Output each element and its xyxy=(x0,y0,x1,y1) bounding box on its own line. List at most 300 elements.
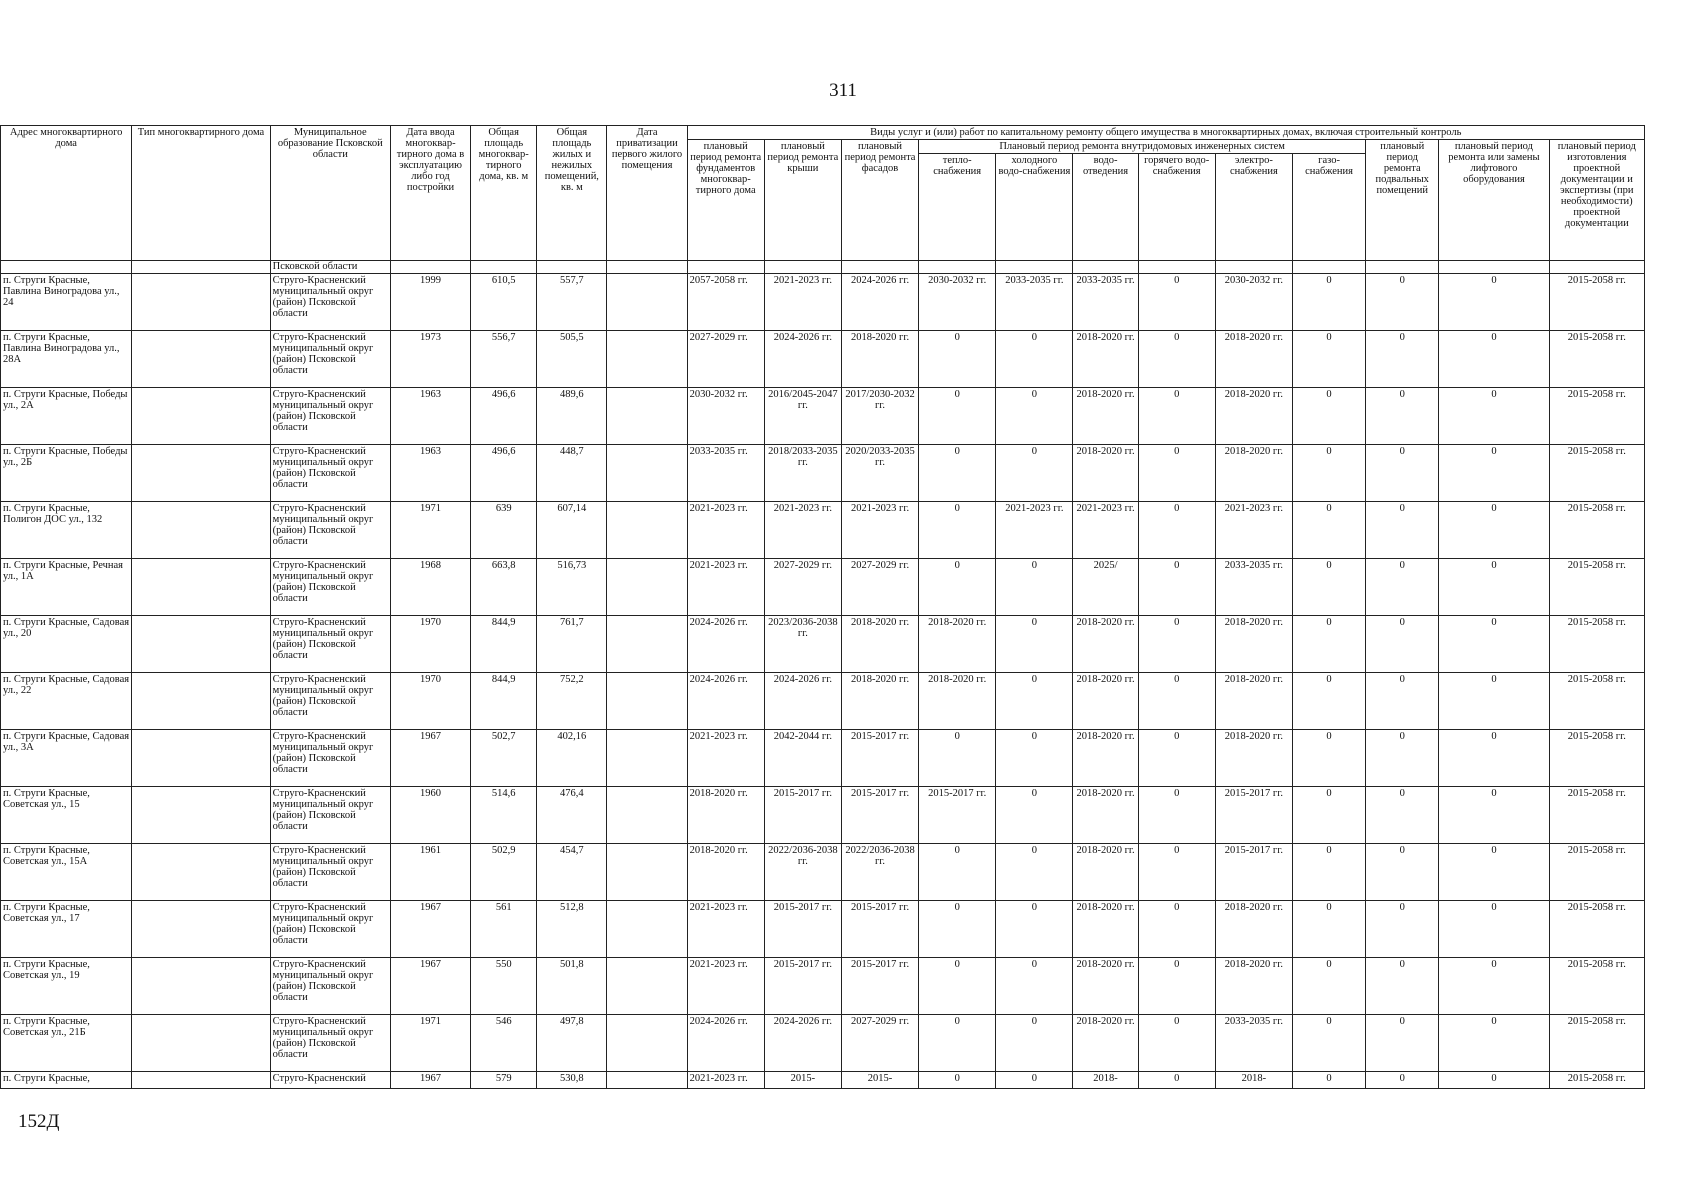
cell-hot-water: 0 xyxy=(1138,559,1215,616)
cell-gas: 0 xyxy=(1292,958,1365,1015)
cell-elevator: 0 xyxy=(1439,616,1549,673)
table-row xyxy=(1,901,1645,958)
cell-empty xyxy=(764,261,841,274)
col-facade-header: плановый период ремонта фасадов xyxy=(841,140,918,261)
cell-cold-water: 0 xyxy=(996,388,1073,445)
table-row xyxy=(1,616,1645,673)
cell-sewer: 2018-2020 гг. xyxy=(1073,1015,1138,1072)
cell-house-type xyxy=(132,1015,270,1072)
cell-foundation: 2030-2032 гг. xyxy=(687,388,764,445)
col-living-area-header: Общая площадь жилых и нежилых помещений, кв. м xyxy=(537,126,607,261)
cell-empty xyxy=(1138,261,1215,274)
cell-gas: 0 xyxy=(1292,616,1365,673)
cell-cold-water: 2033-2035 гг. xyxy=(996,274,1073,331)
cell-house-type xyxy=(132,502,270,559)
cell-year: 1961 xyxy=(390,844,470,901)
cell-cold-water: 2021-2023 гг. xyxy=(996,502,1073,559)
page-number: 311 xyxy=(829,80,857,101)
col-hot-water-header: горячего водо-снабжения xyxy=(1138,154,1215,261)
cell-year: 1963 xyxy=(390,445,470,502)
cell-year: 1960 xyxy=(390,787,470,844)
cell-elevator: 0 xyxy=(1439,673,1549,730)
cell-cold-water: 0 xyxy=(996,331,1073,388)
cell-year: 1967 xyxy=(390,730,470,787)
cell-heat: 0 xyxy=(919,502,996,559)
cell-design-docs: 2015-2058 гг. xyxy=(1549,1072,1644,1089)
cell-total-area: 579 xyxy=(471,1072,537,1089)
cell-living-area: 454,7 xyxy=(537,844,607,901)
cell-living-area: 402,16 xyxy=(537,730,607,787)
cell-total-area: 610,5 xyxy=(471,274,537,331)
cell-foundation: 2021-2023 гг. xyxy=(687,1072,764,1089)
cell-roof: 2015-2017 гг. xyxy=(764,958,841,1015)
cell-living-area: 476,4 xyxy=(537,787,607,844)
col-roof-header: плановый период ремонта крыши xyxy=(764,140,841,261)
table-row xyxy=(1,958,1645,1015)
cell-privatization xyxy=(607,331,687,388)
cell-elevator: 0 xyxy=(1439,331,1549,388)
cell-municipality: Струго-Красненский муниципальный округ (район) Псковской области xyxy=(270,559,390,616)
cell-privatization xyxy=(607,559,687,616)
cell-living-area: 501,8 xyxy=(537,958,607,1015)
cell-heat: 0 xyxy=(919,331,996,388)
cell-elevator: 0 xyxy=(1439,787,1549,844)
cell-facade: 2018-2020 гг. xyxy=(841,673,918,730)
cell-basement: 0 xyxy=(1366,901,1439,958)
cell-municipality: Струго-Красненский муниципальный округ (район) Псковской области xyxy=(270,274,390,331)
col-design-docs-header: плановый период изготовления проектной документации и экспертизы (при необходимости) проектной документации xyxy=(1549,140,1644,261)
cell-elevator: 0 xyxy=(1439,559,1549,616)
table-row xyxy=(1,274,1645,331)
cell-foundation: 2033-2035 гг. xyxy=(687,445,764,502)
cell-address: п. Струги Красные, Советская ул., 17 xyxy=(1,901,132,958)
cell-living-area: 512,8 xyxy=(537,901,607,958)
cell-basement: 0 xyxy=(1366,1015,1439,1072)
cell-roof: 2022/2036-2038 гг. xyxy=(764,844,841,901)
col-gas-header: газо-снабжения xyxy=(1292,154,1365,261)
cell-address: п. Струги Красные, Полигон ДОС ул., 132 xyxy=(1,502,132,559)
cell-roof: 2024-2026 гг. xyxy=(764,1015,841,1072)
cell-facade: 2024-2026 гг. xyxy=(841,274,918,331)
cell-heat: 0 xyxy=(919,958,996,1015)
cell-hot-water: 0 xyxy=(1138,445,1215,502)
cell-address: п. Струги Красные, Советская ул., 19 xyxy=(1,958,132,1015)
col-electric-header: электро-снабжения xyxy=(1215,154,1292,261)
cell-empty xyxy=(841,261,918,274)
works-group-header: Виды услуг и (или) работ по капитальному ремонту общего имущества в многоквартирных домах, включая строительный контроль xyxy=(687,126,1644,140)
cell-total-area: 561 xyxy=(471,901,537,958)
cell-empty xyxy=(687,261,764,274)
cell-total-area: 639 xyxy=(471,502,537,559)
cell-privatization xyxy=(607,502,687,559)
cell-living-area: 505,5 xyxy=(537,331,607,388)
cell-house-type xyxy=(132,730,270,787)
table-row xyxy=(1,1015,1645,1072)
cell-foundation: 2021-2023 гг. xyxy=(687,958,764,1015)
col-house-type-header: Тип многоквартирного дома xyxy=(132,126,270,261)
cell-privatization xyxy=(607,901,687,958)
cell-elevator: 0 xyxy=(1439,1015,1549,1072)
cell-privatization xyxy=(607,388,687,445)
cell-design-docs: 2015-2058 гг. xyxy=(1549,673,1644,730)
cell-cold-water: 0 xyxy=(996,958,1073,1015)
table-row-partial xyxy=(1,1072,1645,1089)
cell-facade: 2022/2036-2038 гг. xyxy=(841,844,918,901)
cell-year: 1973 xyxy=(390,331,470,388)
cell-hot-water: 0 xyxy=(1138,787,1215,844)
cell-hot-water: 0 xyxy=(1138,844,1215,901)
cell-heat: 0 xyxy=(919,445,996,502)
cell-electric: 2015-2017 гг. xyxy=(1215,787,1292,844)
cell-address: п. Струги Красные, Речная ул., 1А xyxy=(1,559,132,616)
cell-design-docs: 2015-2058 гг. xyxy=(1549,958,1644,1015)
cell-sewer: 2025/ xyxy=(1073,559,1138,616)
cell-empty xyxy=(1439,261,1549,274)
table-row xyxy=(1,445,1645,502)
cell-foundation: 2024-2026 гг. xyxy=(687,673,764,730)
cell-cold-water: 0 xyxy=(996,616,1073,673)
cell-design-docs: 2015-2058 гг. xyxy=(1549,844,1644,901)
cell-sewer: 2018-2020 гг. xyxy=(1073,730,1138,787)
cell-basement: 0 xyxy=(1366,730,1439,787)
cell-sewer: 2018-2020 гг. xyxy=(1073,901,1138,958)
cell-empty xyxy=(996,261,1073,274)
cell-address: п. Струги Красные, Павлина Виноградова ул., 28А xyxy=(1,331,132,388)
cell-design-docs: 2015-2058 гг. xyxy=(1549,616,1644,673)
cell-foundation: 2027-2029 гг. xyxy=(687,331,764,388)
cell-electric: 2030-2032 гг. xyxy=(1215,274,1292,331)
cell-roof: 2024-2026 гг. xyxy=(764,331,841,388)
cell-total-area: 502,7 xyxy=(471,730,537,787)
cell-privatization xyxy=(607,844,687,901)
cell-hot-water: 0 xyxy=(1138,616,1215,673)
cell-total-area: 844,9 xyxy=(471,616,537,673)
cell-foundation: 2057-2058 гг. xyxy=(687,274,764,331)
cell-heat: 0 xyxy=(919,559,996,616)
cell-sewer: 2018-2020 гг. xyxy=(1073,388,1138,445)
cell-year: 1971 xyxy=(390,1015,470,1072)
cell-elevator: 0 xyxy=(1439,730,1549,787)
cell-total-area: 496,6 xyxy=(471,445,537,502)
cell-facade: 2020/2033-2035 гг. xyxy=(841,445,918,502)
cell-address: п. Струги Красные, Павлина Виноградова ул., 24 xyxy=(1,274,132,331)
cell-living-area: 497,8 xyxy=(537,1015,607,1072)
cell-design-docs: 2015-2058 гг. xyxy=(1549,787,1644,844)
cell-heat: 0 xyxy=(919,388,996,445)
cell-electric: 2033-2035 гг. xyxy=(1215,1015,1292,1072)
cell-basement: 0 xyxy=(1366,958,1439,1015)
cell-foundation: 2021-2023 гг. xyxy=(687,901,764,958)
systems-group-header: Плановый период ремонта внутридомовых инженерных систем xyxy=(919,140,1366,154)
cell-facade: 2015- xyxy=(841,1072,918,1089)
cell-privatization xyxy=(607,787,687,844)
cell-gas: 0 xyxy=(1292,388,1365,445)
cell-hot-water: 0 xyxy=(1138,901,1215,958)
cell-facade: 2018-2020 гг. xyxy=(841,616,918,673)
cell-empty xyxy=(919,261,996,274)
cell-roof: 2042-2044 гг. xyxy=(764,730,841,787)
cell-privatization xyxy=(607,274,687,331)
cell-total-area: 550 xyxy=(471,958,537,1015)
cell-basement: 0 xyxy=(1366,1072,1439,1089)
cell-basement: 0 xyxy=(1366,844,1439,901)
cell-hot-water: 0 xyxy=(1138,388,1215,445)
cell-electric: 2018-2020 гг. xyxy=(1215,331,1292,388)
cell-municipality: Струго-Красненский муниципальный округ (район) Псковской области xyxy=(270,616,390,673)
table-row xyxy=(1,730,1645,787)
cell-roof: 2015-2017 гг. xyxy=(764,901,841,958)
cell-design-docs: 2015-2058 гг. xyxy=(1549,388,1644,445)
cell-gas: 0 xyxy=(1292,274,1365,331)
cell-empty xyxy=(607,261,687,274)
cell-roof: 2015- xyxy=(764,1072,841,1089)
cell-empty xyxy=(1366,261,1439,274)
cell-sewer: 2018-2020 гг. xyxy=(1073,844,1138,901)
cell-facade: 2021-2023 гг. xyxy=(841,502,918,559)
cell-foundation: 2018-2020 гг. xyxy=(687,844,764,901)
cell-design-docs: 2015-2058 гг. xyxy=(1549,730,1644,787)
table-row xyxy=(1,559,1645,616)
cell-basement: 0 xyxy=(1366,388,1439,445)
cell-empty xyxy=(1073,261,1138,274)
cell-year: 1970 xyxy=(390,673,470,730)
cell-heat: 2015-2017 гг. xyxy=(919,787,996,844)
cell-year: 1963 xyxy=(390,388,470,445)
cell-electric: 2018-2020 гг. xyxy=(1215,673,1292,730)
cell-cold-water: 0 xyxy=(996,844,1073,901)
cell-hot-water: 0 xyxy=(1138,274,1215,331)
cell-roof: 2024-2026 гг. xyxy=(764,673,841,730)
cell-hot-water: 0 xyxy=(1138,502,1215,559)
cell-hot-water: 0 xyxy=(1138,331,1215,388)
cell-sewer: 2018-2020 гг. xyxy=(1073,958,1138,1015)
cell-gas: 0 xyxy=(1292,1015,1365,1072)
cell-sewer: 2033-2035 гг. xyxy=(1073,274,1138,331)
cell-year: 1999 xyxy=(390,274,470,331)
cell-electric: 2018-2020 гг. xyxy=(1215,958,1292,1015)
cell-house-type xyxy=(132,331,270,388)
cell-foundation: 2021-2023 гг. xyxy=(687,559,764,616)
col-heat-header: тепло-снабжения xyxy=(919,154,996,261)
cell-hot-water: 0 xyxy=(1138,673,1215,730)
cell-facade: 2015-2017 гг. xyxy=(841,787,918,844)
cell-facade: 2018-2020 гг. xyxy=(841,331,918,388)
cell-hot-water: 0 xyxy=(1138,1072,1215,1089)
cell-empty xyxy=(1215,261,1292,274)
cell-house-type xyxy=(132,261,270,274)
cell-address: п. Струги Красные, Советская ул., 21Б xyxy=(1,1015,132,1072)
cell-privatization xyxy=(607,1015,687,1072)
col-commissioning-header: Дата ввода многоквар-тирного дома в эксплуатацию либо год постройки xyxy=(390,126,470,261)
cell-house-type xyxy=(132,559,270,616)
cell-facade: 2027-2029 гг. xyxy=(841,559,918,616)
cell-total-area: 502,9 xyxy=(471,844,537,901)
col-total-area-header: Общая площадь многоквар-тирного дома, кв. м xyxy=(471,126,537,261)
cell-municipality: Струго-Красненский муниципальный округ (район) Псковской области xyxy=(270,331,390,388)
cell-facade: 2015-2017 гг. xyxy=(841,730,918,787)
col-cold-water-header: холодного водо-снабжения xyxy=(996,154,1073,261)
col-sewer-header: водо-отведения xyxy=(1073,154,1138,261)
cell-roof: 2023/2036-2038 гг. xyxy=(764,616,841,673)
cell-electric: 2018-2020 гг. xyxy=(1215,445,1292,502)
cell-address: п. Струги Красные, Советская ул., 15 xyxy=(1,787,132,844)
cell-heat: 0 xyxy=(919,1015,996,1072)
cell-house-type xyxy=(132,616,270,673)
cell-privatization xyxy=(607,958,687,1015)
cell-gas: 0 xyxy=(1292,730,1365,787)
cell-cold-water: 0 xyxy=(996,901,1073,958)
cell-living-area: 752,2 xyxy=(537,673,607,730)
table-row xyxy=(1,673,1645,730)
cell-basement: 0 xyxy=(1366,331,1439,388)
cell-living-area: 489,6 xyxy=(537,388,607,445)
cell-living-area: 761,7 xyxy=(537,616,607,673)
cell-gas: 0 xyxy=(1292,331,1365,388)
cell-living-area: 607,14 xyxy=(537,502,607,559)
cell-design-docs: 2015-2058 гг. xyxy=(1549,901,1644,958)
cell-hot-water: 0 xyxy=(1138,1015,1215,1072)
cell-elevator: 0 xyxy=(1439,901,1549,958)
cell-total-area: 556,7 xyxy=(471,331,537,388)
cell-address: п. Струги Красные, Садовая ул., 22 xyxy=(1,673,132,730)
col-privatization-header: Дата приватизации первого жилого помещения xyxy=(607,126,687,261)
cell-cold-water: 0 xyxy=(996,445,1073,502)
cell-total-area: 663,8 xyxy=(471,559,537,616)
cell-roof: 2021-2023 гг. xyxy=(764,274,841,331)
cell-roof: 2015-2017 гг. xyxy=(764,787,841,844)
cell-foundation: 2024-2026 гг. xyxy=(687,1015,764,1072)
cell-design-docs: 2015-2058 гг. xyxy=(1549,502,1644,559)
col-municipality-header: Муниципальное образование Псковской области xyxy=(270,126,390,261)
cell-house-type xyxy=(132,1072,270,1089)
table-row xyxy=(1,844,1645,901)
cell-electric: 2018-2020 гг. xyxy=(1215,901,1292,958)
cell-cold-water: 0 xyxy=(996,673,1073,730)
cell-municipality: Струго-Красненский муниципальный округ (район) Псковской области xyxy=(270,901,390,958)
cell-roof: 2027-2029 гг. xyxy=(764,559,841,616)
cell-total-area: 844,9 xyxy=(471,673,537,730)
col-elevator-header: плановый период ремонта или замены лифтового оборудования xyxy=(1439,140,1549,261)
table-row xyxy=(1,388,1645,445)
cell-cold-water: 0 xyxy=(996,1072,1073,1089)
cell-gas: 0 xyxy=(1292,502,1365,559)
cell-privatization xyxy=(607,730,687,787)
cell-hot-water: 0 xyxy=(1138,958,1215,1015)
cell-house-type xyxy=(132,673,270,730)
cell-empty xyxy=(471,261,537,274)
cell-year: 1967 xyxy=(390,1072,470,1089)
cell-municipality: Струго-Красненский муниципальный округ (район) Псковской области xyxy=(270,388,390,445)
cell-address: п. Струги Красные, Победы ул., 2Б xyxy=(1,445,132,502)
cell-house-type xyxy=(132,958,270,1015)
cell-municipality: Струго-Красненский муниципальный округ (район) Псковской области xyxy=(270,844,390,901)
cell-privatization xyxy=(607,673,687,730)
cell-living-area: 516,73 xyxy=(537,559,607,616)
cell-heat: 2018-2020 гг. xyxy=(919,616,996,673)
cell-electric: 2018-2020 гг. xyxy=(1215,388,1292,445)
cell-gas: 0 xyxy=(1292,673,1365,730)
cell-house-type xyxy=(132,388,270,445)
cell-foundation: 2024-2026 гг. xyxy=(687,616,764,673)
cell-empty xyxy=(537,261,607,274)
cell-elevator: 0 xyxy=(1439,1072,1549,1089)
cell-municipality: Струго-Красненский муниципальный округ (район) Псковской области xyxy=(270,958,390,1015)
cell-elevator: 0 xyxy=(1439,388,1549,445)
cell-year: 1970 xyxy=(390,616,470,673)
cell-living-area: 448,7 xyxy=(537,445,607,502)
cell-heat: 0 xyxy=(919,901,996,958)
cell-municipality: Псковской области xyxy=(270,261,390,274)
cell-municipality: Струго-Красненский муниципальный округ (район) Псковской области xyxy=(270,730,390,787)
cell-house-type xyxy=(132,445,270,502)
cell-elevator: 0 xyxy=(1439,502,1549,559)
cell-gas: 0 xyxy=(1292,1072,1365,1089)
cell-municipality: Струго-Красненский муниципальный округ (район) Псковской области xyxy=(270,1015,390,1072)
cell-address: п. Струги Красные, Садовая ул., 3А xyxy=(1,730,132,787)
cell-privatization xyxy=(607,616,687,673)
cell-empty xyxy=(390,261,470,274)
col-address-header: Адрес многоквартирного дома xyxy=(1,126,132,261)
cell-basement: 0 xyxy=(1366,274,1439,331)
cell-electric: 2021-2023 гг. xyxy=(1215,502,1292,559)
cell-cold-water: 0 xyxy=(996,559,1073,616)
cell-sewer: 2018- xyxy=(1073,1072,1138,1089)
cell-roof: 2016/2045-2047 гг. xyxy=(764,388,841,445)
cell-total-area: 496,6 xyxy=(471,388,537,445)
cell-design-docs: 2015-2058 гг. xyxy=(1549,331,1644,388)
cell-privatization xyxy=(607,445,687,502)
capital-repair-table xyxy=(0,125,1645,1089)
cell-electric: 2015-2017 гг. xyxy=(1215,844,1292,901)
col-foundation-header: плановый период ремонта фундаментов многоквар-тирного дома xyxy=(687,140,764,261)
cell-sewer: 2018-2020 гг. xyxy=(1073,616,1138,673)
cell-foundation: 2021-2023 гг. xyxy=(687,502,764,559)
cell-address xyxy=(1,261,132,274)
footer-code: 152Д xyxy=(18,1111,60,1132)
cell-sewer: 2018-2020 гг. xyxy=(1073,331,1138,388)
cell-electric: 2018- xyxy=(1215,1072,1292,1089)
cell-electric: 2018-2020 гг. xyxy=(1215,616,1292,673)
cell-address: п. Струги Красные, xyxy=(1,1072,132,1089)
cell-basement: 0 xyxy=(1366,502,1439,559)
cell-gas: 0 xyxy=(1292,559,1365,616)
cell-cold-water: 0 xyxy=(996,1015,1073,1072)
table-row xyxy=(1,331,1645,388)
cell-heat: 0 xyxy=(919,1072,996,1089)
cell-electric: 2033-2035 гг. xyxy=(1215,559,1292,616)
cell-sewer: 2018-2020 гг. xyxy=(1073,787,1138,844)
cell-gas: 0 xyxy=(1292,901,1365,958)
cell-house-type xyxy=(132,274,270,331)
cell-basement: 0 xyxy=(1366,616,1439,673)
cell-living-area: 557,7 xyxy=(537,274,607,331)
cell-address: п. Струги Красные, Победы ул., 2А xyxy=(1,388,132,445)
cell-foundation: 2021-2023 гг. xyxy=(687,730,764,787)
cell-municipality: Струго-Красненский муниципальный округ (район) Псковской области xyxy=(270,673,390,730)
cell-sewer: 2021-2023 гг. xyxy=(1073,502,1138,559)
cell-heat: 0 xyxy=(919,844,996,901)
cell-foundation: 2018-2020 гг. xyxy=(687,787,764,844)
cell-design-docs: 2015-2058 гг. xyxy=(1549,559,1644,616)
cell-empty xyxy=(1292,261,1365,274)
cell-total-area: 546 xyxy=(471,1015,537,1072)
cell-address: п. Струги Красные, Садовая ул., 20 xyxy=(1,616,132,673)
cell-year: 1967 xyxy=(390,901,470,958)
cell-year: 1967 xyxy=(390,958,470,1015)
cell-cold-water: 0 xyxy=(996,787,1073,844)
cell-municipality: Струго-Красненский xyxy=(270,1072,390,1089)
cell-hot-water: 0 xyxy=(1138,730,1215,787)
